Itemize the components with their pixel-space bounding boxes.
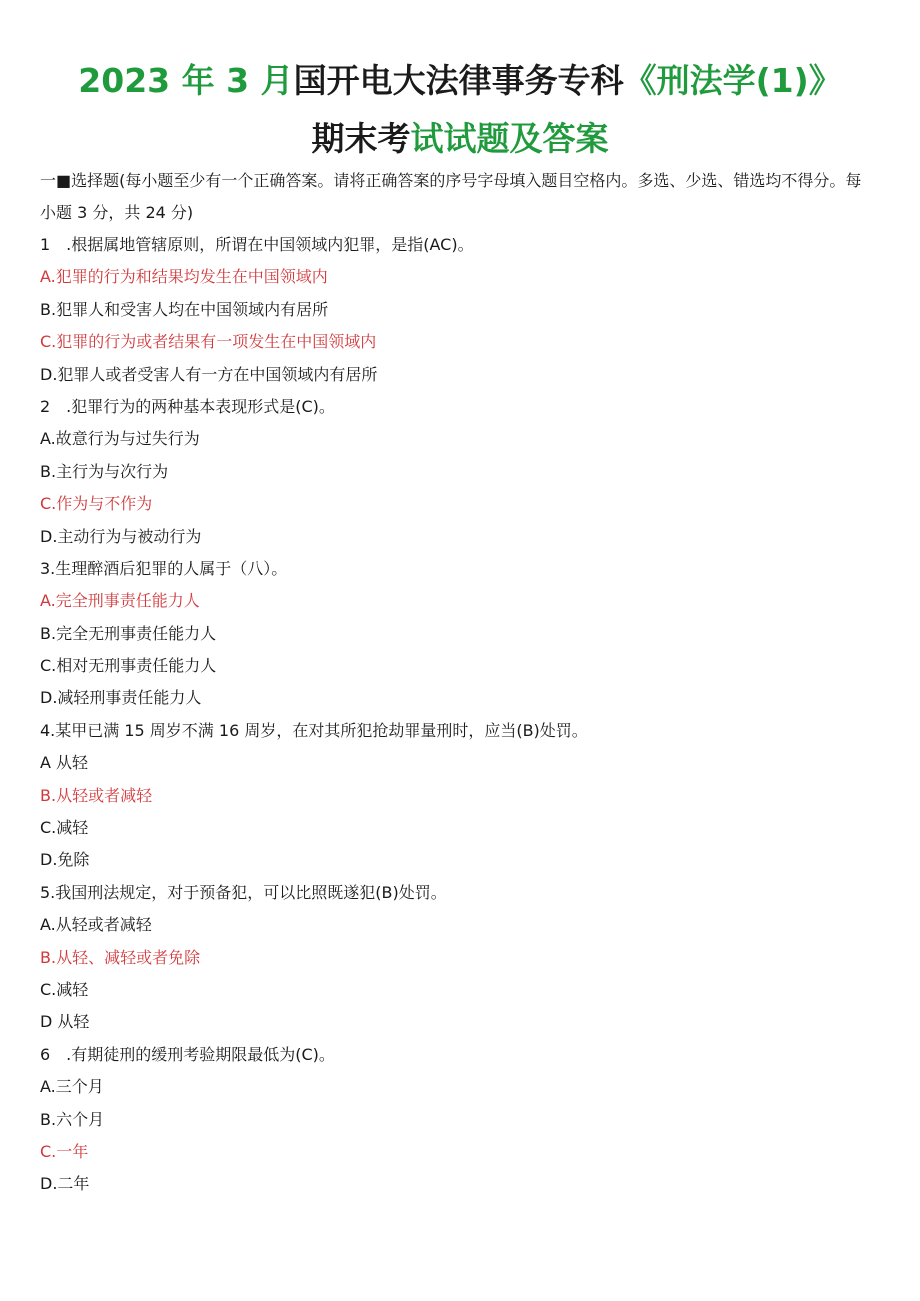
answer-option-correct: C.作为与不作为 [40,494,153,514]
title-segment: 《刑法学(1)》 [623,61,842,100]
question-line: B.六个月 [40,1109,105,1129]
question-line: B.主行为与次行为 [40,461,169,481]
answer-option-correct: C.一年 [40,1141,89,1161]
question-line: D.二年 [40,1174,90,1194]
question-line: C.减轻 [40,818,89,838]
question-line: D.犯罪人或者受害人有一方在中国领域内有居所 [40,364,378,384]
question-line: A.从轻或者减轻 [40,915,152,935]
section-heading: 一■选择题(每小题至少有一个正确答案。请将正确答案的序号字母填入题目空格内。多选、少选、错选均不得分。每小题 3 分，共 24 分) [40,171,862,222]
question-line: C.相对无刑事责任能力人 [40,656,217,676]
question-line: D.免除 [40,850,90,870]
answer-option-correct: B.从轻或者减轻 [40,785,153,805]
title-segment: 2023 年 3 月 [78,61,294,100]
question-line: A 从轻 [40,753,89,773]
answer-option-correct: A.完全刑事责任能力人 [40,591,200,611]
document-title-line1 [0,55,920,102]
title-segment: 试试题及答案 [410,119,609,158]
title-segment: 国开电大法律事务专科 [293,61,624,100]
question-line: B.犯罪人和受害人均在中国领域内有居所 [40,299,329,319]
question-line: 5.我国刑法规定，对于预备犯，可以比照既遂犯(B)处罚。 [40,882,447,902]
title-segment: 期末考 [311,119,411,158]
question-line: 1 .根据属地管辖原则，所谓在中国领域内犯罪，是指(AC)。 [40,235,474,254]
answer-option-correct: B.从轻、减轻或者免除 [40,947,201,967]
question-line: 2 .犯罪行为的两种基本表现形式是(C)。 [40,396,335,416]
document-title-line2 [0,113,920,160]
answer-option-correct: A.犯罪的行为和结果均发生在中国领域内 [40,267,328,287]
question-line: 3.生理醉酒后犯罪的人属于（八）。 [40,558,288,578]
question-line: C.减轻 [40,979,89,999]
answer-option-correct: C.犯罪的行为或者结果有一项发生在中国领域内 [40,332,377,352]
question-line: D.减轻刑事责任能力人 [40,688,202,708]
question-line: A.故意行为与过失行为 [40,429,200,449]
question-line: B.完全无刑事责任能力人 [40,623,217,643]
question-line: 6 .有期徒刑的缓刑考验期限最低为(C)。 [40,1044,335,1064]
question-line: D.主动行为与被动行为 [40,526,202,546]
question-line: D 从轻 [40,1012,90,1032]
question-list [40,229,880,1201]
question-line: 4.某甲已满 15 周岁不满 16 周岁，在对其所犯抢劫罪量刑时，应当(B)处罚。 [40,720,588,740]
question-line: A.三个月 [40,1077,104,1097]
